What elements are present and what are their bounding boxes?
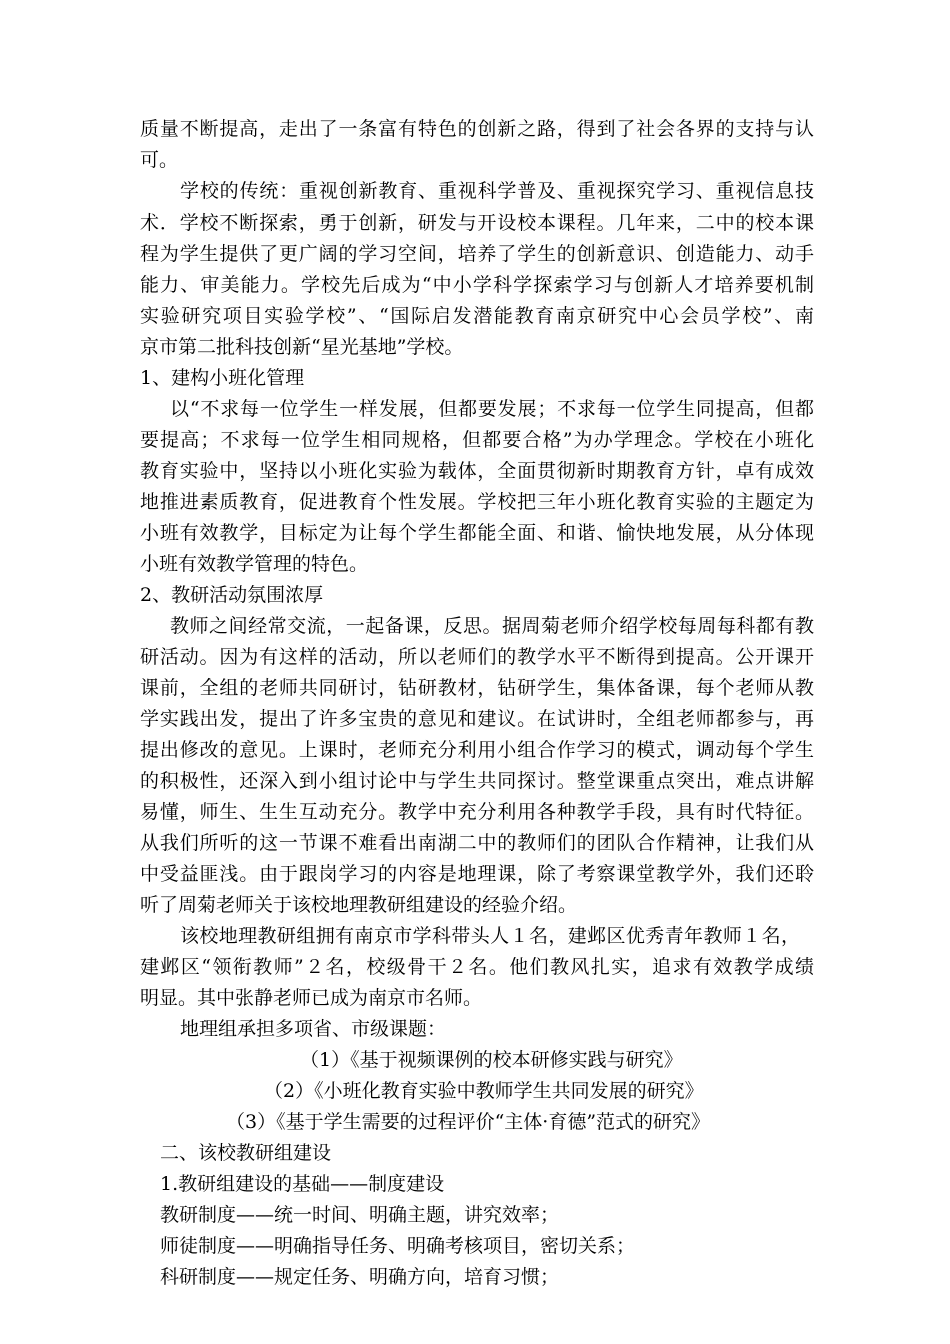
text-line: 听了周菊老师关于该校地理教研组建设的经验介绍。	[140, 894, 578, 916]
text-line: 科研制度——规定任务、明确方向，培育习惯；	[160, 1266, 560, 1288]
text-line: 从我们所听的这一节课不难看出南湖二中的教师们的团队合作精神，让我们从	[140, 832, 814, 854]
text-line: 建邺区“领衔教师”２名，校级骨干２名。他们教风扎实，追求有效教学成绩	[140, 956, 814, 978]
text-line: 教研制度——统一时间、明确主题，讲究效率；	[160, 1204, 560, 1226]
text-line: 要提高；不求每一位学生相同规格，但都要合格”为办学理念。学校在小班化	[140, 429, 814, 451]
text-line: 实验研究项目实验学校”、“国际启发潜能教育南京研究中心会员学校”、南	[140, 305, 814, 327]
topic-item: （2）《小班化教育实验中教师学生共同发展的研究》	[264, 1080, 704, 1102]
text-line: 易懂，师生、生生互动充分。教学中充分利用各种教学手段，具有时代特征。	[140, 801, 814, 823]
text-line: 能力、审美能力。学校先后成为“中小学科学探索学习与创新人才培养要机制	[140, 274, 814, 296]
text-line: 课前，全组的老师共同研讨，钻研教材，钻研学生，集体备课，每个老师从教	[140, 677, 814, 699]
topic-item: （3）《基于学生需要的过程评价“主体·育德”范式的研究》	[226, 1111, 711, 1133]
text-line: 该校地理教研组拥有南京市学科带头人１名，建邺区优秀青年教师１名，	[180, 925, 800, 947]
text-line: 教育实验中，坚持以小班化实验为载体，全面贯彻新时期教育方针，卓有成效	[140, 460, 814, 482]
section-heading: 二、该校教研组建设	[160, 1142, 332, 1164]
text-line: 的积极性，还深入到小组讨论中与学生共同探讨。整堂课重点突出，难点讲解	[140, 770, 814, 792]
text-line: 提出修改的意见。上课时，老师充分利用小组合作学习的模式，调动每个学生	[140, 739, 814, 761]
text-line: 以“不求每一位学生一样发展，但都要发展；不求每一位学生同提高，但都	[170, 398, 814, 420]
section-heading: 1、建构小班化管理	[140, 367, 305, 389]
text-line: 中受益匪浅。由于跟岗学习的内容是地理课，除了考察课堂教学外，我们还聆	[140, 863, 814, 885]
text-line: 师徒制度——明确指导任务、明确考核项目，密切关系；	[160, 1235, 636, 1257]
text-line: 可。	[140, 149, 179, 171]
text-line: 研活动。因为有这样的活动，所以老师们的教学水平不断得到提高。公开课开	[140, 646, 814, 668]
section-heading: 1.教研组建设的基础——制度建设	[160, 1173, 445, 1195]
text-line: 学实践出发，提出了许多宝贵的意见和建议。在试讲时，全组老师都参与，再	[140, 708, 814, 730]
text-line: 质量不断提高，走出了一条富有特色的创新之路，得到了社会各界的支持与认	[140, 118, 814, 140]
text-line: 小班有效教学，目标定为让每个学生都能全面、和谐、愉快地发展，从分体现	[140, 522, 814, 544]
section-heading: 2、教研活动氛围浓厚	[140, 584, 324, 606]
text-line: 京市第二批科技创新“星光基地”学校。	[140, 336, 464, 358]
text-line: 小班有效教学管理的特色。	[140, 553, 369, 575]
text-line: 学校的传统：重视创新教育、重视科学普及、重视探究学习、重视信息技	[180, 180, 814, 202]
text-line: 地理组承担多项省、市级课题：	[180, 1018, 447, 1040]
text-line: 教师之间经常交流，一起备课，反思。据周菊老师介绍学校每周每科都有教	[170, 615, 814, 637]
text-line: 程为学生提供了更广阔的学习空间，培养了学生的创新意识、创造能力、动手	[140, 243, 814, 265]
text-line: 明显。其中张静老师已成为南京市名师。	[140, 987, 483, 1009]
text-line: 术．学校不断探索，勇于创新，研发与开设校本课程。几年来，二中的校本课	[140, 212, 814, 234]
text-line: 地推进素质教育，促进教育个性发展。学校把三年小班化教育实验的主题定为	[140, 491, 814, 513]
topic-item: （1）《基于视频课例的校本研修实践与研究》	[300, 1049, 683, 1071]
